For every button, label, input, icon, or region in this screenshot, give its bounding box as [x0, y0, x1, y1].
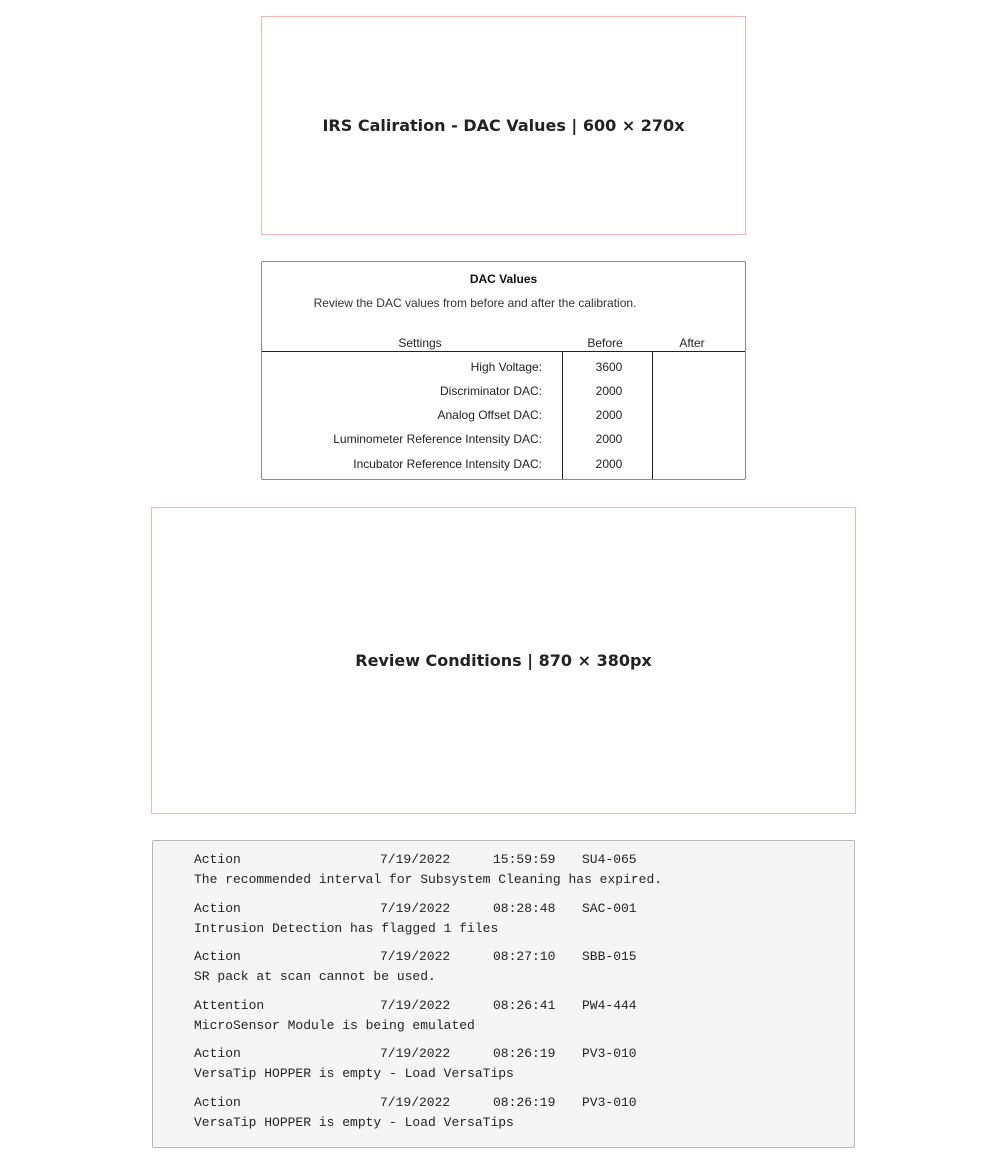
- log-message: The recommended interval for Subsystem Cleaning has expired.: [194, 872, 663, 887]
- log-date: 7/19/2022: [380, 852, 451, 867]
- log-date: 7/19/2022: [380, 997, 451, 1013]
- log-date: 7/19/2022: [380, 1046, 451, 1061]
- dac-values-title: DAC Values: [469, 272, 538, 286]
- log-code: PV3-010: [582, 1046, 637, 1061]
- dac-row-incubator: [262, 457, 745, 481]
- dac-values-panel: [261, 261, 746, 480]
- log-time: 08:28:48: [493, 900, 556, 916]
- dac-row-label: Analog Offset DAC:: [437, 408, 542, 422]
- column-header-settings: Settings: [398, 336, 442, 350]
- dac-before-value: 3600: [595, 360, 623, 374]
- event-log-panel[interactable]: [152, 840, 855, 1148]
- log-code: PW4-444: [582, 997, 637, 1013]
- log-code: SAC-001: [582, 900, 637, 916]
- log-time: 08:26:19: [493, 1046, 556, 1061]
- log-type: Action: [194, 852, 241, 867]
- log-entry-header: [194, 1046, 834, 1064]
- log-entry-header: [194, 852, 834, 870]
- dac-row-label: High Voltage:: [470, 360, 542, 374]
- log-entry[interactable]: [153, 998, 854, 1047]
- dac-row-luminometer: [262, 432, 745, 456]
- log-entry[interactable]: [153, 901, 854, 950]
- log-time: 08:26:19: [493, 1094, 556, 1110]
- log-date: 7/19/2022: [380, 900, 451, 916]
- log-type: Attention: [194, 997, 265, 1013]
- log-code: PV3-010: [582, 1094, 637, 1110]
- dac-row-label: Incubator Reference Intensity DAC:: [353, 457, 542, 471]
- log-type: Action: [194, 900, 241, 916]
- log-message: VersaTip HOPPER is empty - Load VersaTips: [194, 1114, 514, 1130]
- dac-before-value: 2000: [595, 384, 623, 398]
- dac-values-description: Review the DAC values from before and after the calibration.: [313, 296, 637, 310]
- header-divider: [262, 351, 745, 352]
- log-type: Action: [194, 1094, 241, 1110]
- dac-before-value: 2000: [595, 457, 623, 471]
- dac-row-label: Discriminator DAC:: [439, 384, 542, 398]
- log-type: Action: [194, 949, 241, 964]
- column-header-before: Before: [587, 336, 623, 350]
- log-message: Intrusion Detection has flagged 1 files: [194, 920, 499, 936]
- log-entry-header: [194, 949, 834, 967]
- log-date: 7/19/2022: [380, 949, 451, 964]
- log-entry-header: [194, 901, 834, 919]
- log-entry-header: [194, 998, 834, 1016]
- log-entry[interactable]: [153, 1046, 854, 1095]
- dac-row-analog-offset: [262, 408, 745, 432]
- review-conditions-image-placeholder: [151, 507, 856, 814]
- dac-before-value: 2000: [595, 408, 623, 422]
- log-message: SR pack at scan cannot be used.: [194, 969, 436, 984]
- log-time: 15:59:59: [493, 852, 556, 867]
- dac-before-value: 2000: [595, 432, 623, 446]
- placeholder-label: IRS Caliration - DAC Values | 600 × 270x: [322, 116, 685, 135]
- placeholder-label: Review Conditions | 870 × 380px: [355, 651, 652, 670]
- log-date: 7/19/2022: [380, 1094, 451, 1110]
- log-entry[interactable]: [153, 852, 854, 901]
- log-code: SU4-065: [582, 852, 637, 867]
- log-entry[interactable]: [153, 949, 854, 998]
- log-message: MicroSensor Module is being emulated: [194, 1017, 475, 1033]
- log-code: SBB-015: [582, 949, 637, 964]
- dac-row-label: Luminometer Reference Intensity DAC:: [333, 432, 542, 446]
- dac-row-discriminator: [262, 384, 745, 408]
- log-time: 08:27:10: [493, 949, 556, 964]
- log-entry-header: [194, 1095, 834, 1113]
- log-time: 08:26:41: [493, 997, 556, 1013]
- log-message: VersaTip HOPPER is empty - Load VersaTips: [194, 1066, 514, 1081]
- dac-values-image-placeholder: [261, 16, 746, 235]
- column-header-after: After: [679, 336, 705, 350]
- dac-row-high-voltage: [262, 360, 745, 384]
- log-entry[interactable]: [153, 1095, 854, 1144]
- log-type: Action: [194, 1046, 241, 1061]
